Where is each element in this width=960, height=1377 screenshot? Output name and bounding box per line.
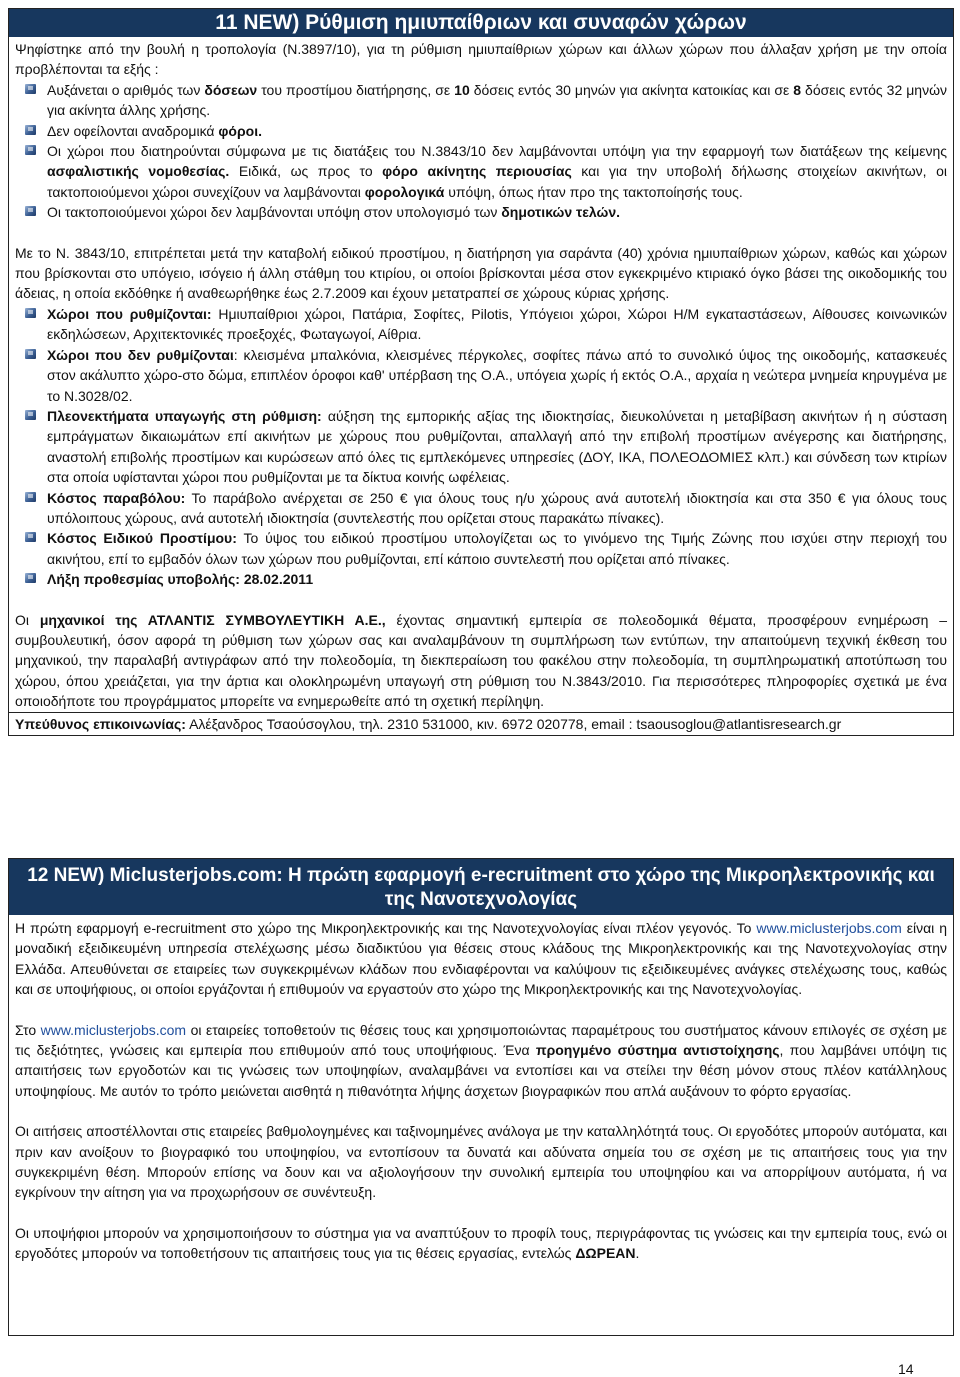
bold-label: Πλεονεκτήματα υπαγωγής στη ρύθμιση: [47,407,322,424]
section-11-bullets-2 [15,304,947,590]
text: Οι τακτοποιούμενοι χώροι δεν λαμβάνονται υπόψη στον υπολογισμό των [47,204,502,221]
section-11-law-paragraph: Με το Ν. 3843/10, επιτρέπεται μετά την καταβολή ειδικού προστίμου, η διατήρηση για σαράντα (40) χρόνια ημιυπαίθριων χώρων, καθώς και χώρων που βρίσκονται στο υπόγειο, ισόγειο ή άλλη στάθμη του κτιρίου, οι οποίοι βρίσκονται μέσα στον εγκεκριμένο κτιριακό όγκο βάσει της οικοδομικής του άδειας, η οποία εκδόθηκε ή αναθεωρήθηκε έως 2.7.2009 και έχουν μετατραπεί σε χώρους κύριας χρήσης. [15,244,947,302]
section-11-bullets-1 [15,80,947,223]
page-number: 14 [898,1361,914,1377]
miclusterjobs-link[interactable]: www.miclusterjobs.com [40,1021,187,1038]
square-bullet-icon [25,125,36,135]
section-12-paragraph-1 [15,918,947,1000]
text: οι εταιρείες τοποθετούν τις θέσεις τους και χρησιμοποιώντας παραμέτρους του συστήματος κάνουν επιλογές σε σχέση με τις δεξιότητες, γνώσεις και εμπειρία που επιθυμούν από τους υποψήφιους. Ένα [15,1021,947,1059]
text: του προστίμου διατήρησης, σε [257,81,455,98]
text: υπόψη, όπως ήταν προ της τακτοποίησής τους. [444,183,743,200]
spacer [15,590,947,610]
bullet-item [15,488,947,529]
bold-label: Χώροι που ρυθμίζονται: [47,305,212,322]
square-bullet-icon [25,492,36,502]
text: Οι χώροι που διατηρούνται σύμφωνα με τις διατάξεις του Ν.3843/10 δεν λαμβάνονται υπόψη για την εφαρμογή των διατάξεων της κείμενης [47,143,947,160]
text: δόσεις εντός 32 μηνών για ακίνητα άλλης χρήσης. [47,81,948,119]
text: έχοντας σημαντική εμπειρία σε πολεοδομικά θέματα, προσφέρουν ενημέρωση – συμβουλευτική, όσον αφορά τη ρύθμιση των χώρων σας και αναλαμβάνουν τη συμπλήρωση των εντύπων, την απαιτούμενη τεχνική έκθεση του μηχανικού, την παραλαβή αντιγράφων από την πολεοδομία, τη διεκπεραίωση του φακέλου στην πολεοδομία, τη συμπληρωματική αποτύπωση του χώρου, όπου χρειάζεται, για την άρτια και ολοκληρωμένη υπαγωγή στη ρύθμιση του Ν.3843/2010. Για περισσότερες πληροφορίες σχετικά με ένα οποιοδήποτε του προγράμματος μπορείτε να ενημερωθείτε από τη σχετική περίληψη. [15,611,948,710]
bold-label: Λήξη προθεσμίας υποβολής: 28.02.2011 [47,571,314,588]
section-11-title: 11 NEW) Ρύθμιση ημιυπαίθριων και συναφών χώρων [9,9,953,37]
text: , που λαμβάνει υπόψη τις απαιτήσεις των εργοδοτών και τις γνώσεις των υποψηφίων, αναλαμβάνει να εντοπίσει και να στείλει την θέση μόνον στους πλέον κατάλληλους υποψηφίους. Με αυτόν το τρόπο μειώνεται αισθητά η πιθανότητα λήψης άσχετων βιογραφικών που απλά αυξάνουν το φόρτο εργασίας. [15,1042,947,1099]
text: Αυξάνεται ο αριθμός των [47,81,205,98]
text: δόσεις εντός 30 μηνών για ακίνητα κατοικίας και σε [469,81,794,98]
contact-label: Υπεύθυνος επικοινωνίας: [15,715,186,732]
bold-label: Κόστος Ειδικού Προστίμου: [47,530,237,547]
bullet-item [15,406,947,488]
bold-label: Χώροι που δεν ρυθμίζονται [47,346,234,363]
contact-text: Αλέξανδρος Τσαούσογλου, τηλ. 2310 531000, κιν. 6972 020778, email : tsaousoglou@atlantisresearch.gr [185,715,842,732]
text: : κλεισμένα μπαλκόνια, κλεισμένες πέργκολες, σοφίτες πάνω από το συνολικό ύψος της οικοδομής, κατασκευές στον ακάλυπτο χώρο-στο δώμα, επιπλέον όροφοι καθ' υπέρβαση της Ο.Α., υπόγεια χωρίς ή εκτός Ο.Α., αρχαία η νεώτερα μνημεία κηρυγμένα με το Ν.3028/02. [47,346,947,404]
square-bullet-icon [25,532,36,542]
square-bullet-icon [25,206,36,216]
bullet-item [15,304,947,345]
miclusterjobs-link[interactable]: www.miclusterjobs.com [756,920,902,936]
square-bullet-icon [25,145,36,155]
bold-text: δόσεων [204,81,258,98]
contact-line [9,712,953,735]
bullet-item [15,202,947,222]
text: και για την υποβολή δήλωσης στοιχείων ακινήτων, οι τακτοποιούμενοι χώροι συνεχίζουν να λαμβάνονται [47,163,947,200]
section-12 [8,858,954,1336]
bold-text: ασφαλιστικής νομοθεσίας. [47,163,230,180]
bullet-item [15,80,947,121]
bullet-item [15,141,947,202]
section-11-intro: Ψηφίστηκε από την βουλή η τροπολογία (Ν.3897/10), για τη ρύθμιση ημιυπαίθριων χώρων και άλλων χώρων που άλλαξαν χρήση με την οποία προβλέπονται τα εξής : [15,41,947,78]
text: αύξηση της εμπορικής αξίας της ιδιοκτησίας, διευκολύνεται η μεταβίβαση ακινήτων ή η σύσταση εμπράγματων δικαιωμάτων επί ακινήτων με χώρους που ρυθμίζονται, απαλλαγή από την επιβολή προστίμων ανέγερσης και διατήρησης, αναστολή επιβολής προστίμων και κυρώσεων από όλες τις εμπλεκόμενες υπηρεσίες (ΔΟΥ, ΙΚΑ, ΠΟΛΕΟΔΟΜΙΕΣ κλπ.) και σύνδεση των κτιρίων στα οποία υφίστανται χώροι που ρυθμίζονται με τα δίκτυα κοινής ωφέλειας. [47,407,947,486]
text: Το ύψος του ειδικού προστίμου υπολογίζεται ως το γινόμενο της Τιμής Ζώνης που ισχύει στην περιοχή του ακινήτου, επί το εμβαδόν όλων των χώρων που ρυθμίζονται, επί κάποιο συντελεστή που ορίζεται από πίνακες. [47,530,947,567]
section-12-paragraph-2 [15,1020,947,1102]
section-11 [8,8,954,736]
bold-text: δημοτικών τελών. [501,204,621,221]
spacer [15,1000,947,1020]
text: Δεν οφείλονται αναδρομικά [47,122,219,139]
text: Η πρώτη εφαρμογή e-recruitment στο χώρο της Μικροηλεκτρονικής και της Νανοτεχνολογίας είναι πλέον γεγονός. Το [15,920,757,936]
text: Ειδικά, ως προς το [229,163,383,180]
bullet-item [15,345,947,406]
square-bullet-icon [25,410,36,420]
text: Το παράβολο ανέρχεται σε 250 € για όλους τους η/υ χώρους ανά αυτοτελή ιδιοκτησία και στα 350 € για όλους τους υπόλοιπους χώρους, ανά αυτοτελή ιδιοκτησία (συντελεστής που ορίζεται στους παρακάτω πίνακες). [47,489,947,526]
square-bullet-icon [25,84,36,94]
spacer [15,1101,947,1121]
section-11-body [9,37,953,712]
bullet-item [15,121,947,141]
spacer [15,1203,947,1223]
bold-text: ΔΩΡΕΑΝ [575,1245,636,1262]
text: Ημιυπαίθριοι χώροι, Πατάρια, Σοφίτες, Pilotis, Υπόγειοι χώροι, Χώροι Η/Μ εγκαταστάσεων, Αίθουσες κοινωνικών εκδηλώσεων, Αρχιτεκτονικές προεξοχές, Φωταγωγοί, Αίθρια. [47,305,947,343]
section-12-paragraph-4 [15,1223,947,1264]
bold-text: προηγμένο σύστημα αντιστοίχησης [535,1042,780,1059]
spacer [15,223,947,243]
bold-text: 10 [454,81,470,98]
square-bullet-icon [25,573,36,583]
bold-text: φορολογικά [364,183,445,200]
text: Οι [15,611,40,628]
section-12-title: 12 NEW) Miclusterjobs.com: Η πρώτη εφαρμογή e-recruitment στο χώρο της Μικροηλεκτρονικής και της Νανοτεχνολογίας [9,859,953,915]
text: είναι η μοναδική εξειδικευμένη υπηρεσία στελέχωσης μέσω διαδικτύου για θέσεις στους κλάδους της Μικροηλεκτρονικής και της Νανοτεχνολογίας στην Ελλάδα. Απευθύνεται σε εταιρείες των συγκεκριμένων κλάδων που ενδιαφέρονται να καλύψουν τις εξειδικευμένες ανάγκες στελέχωσης τους, καθώς και σε υποψήφιους, οι οποίοι εργάζονται ή επιθυμούν να εργαστούν στο χώρο της Μικροηλεκτρονικής και της Νανοτεχνολογίας. [15,920,947,998]
section-11-engineers-paragraph [15,610,947,712]
text: . [635,1245,640,1262]
bold-label: Κόστος παραβόλου: [47,489,186,506]
bold-text: 8 [793,81,802,98]
bold-text: φόροι. [218,122,262,139]
bullet-item [15,569,947,589]
bold-text: φόρο ακίνητης περιουσίας [382,163,572,180]
section-12-paragraph-3: Οι αιτήσεις αποστέλλονται στις εταιρείες βαθμολογημένες και ταξινομημένες ανάλογα με την καταλληλότητά τους. Οι εργοδότες μπορούν αυτόματα, και πριν καν ανοίξουν το βιογραφικό του υποψηφίου, να εντοπίσουν τα δυνατά και αδύνατα σημεία του σε σχέση με τις απαιτήσεις τους για την συγκεκριμένη θέση. Μπορούν επίσης να δουν και να αξιολογήσουν την συνολική εμπειρία του υποψηφίου και να απορρίψουν αυτόματα, ή να εγκρίνουν την αίτηση για να προχωρήσουν σε συνέντευξη. [15,1123,947,1201]
text: Οι υποψήφιοι μπορούν να χρησιμοποιήσουν το σύστημα για να αναπτύξουν το προφίλ τους, περιγράφοντας τις γνώσεις και την εμπειρία τους, ενώ οι εργοδότες μπορούν να τοποθετήσουν τις απαιτήσεις τους για τις θέσεις εργασίας, εντελώς [15,1224,947,1262]
section-12-body [9,915,953,1264]
text: Στο [15,1021,41,1038]
bullet-item [15,528,947,569]
bold-text: μηχανικοί της ΑΤΛΑΝΤΙΣ ΣΥΜΒΟΥΛΕΥΤΙΚΗ Α.Ε., [39,611,386,628]
square-bullet-icon [25,349,36,359]
square-bullet-icon [25,308,36,318]
